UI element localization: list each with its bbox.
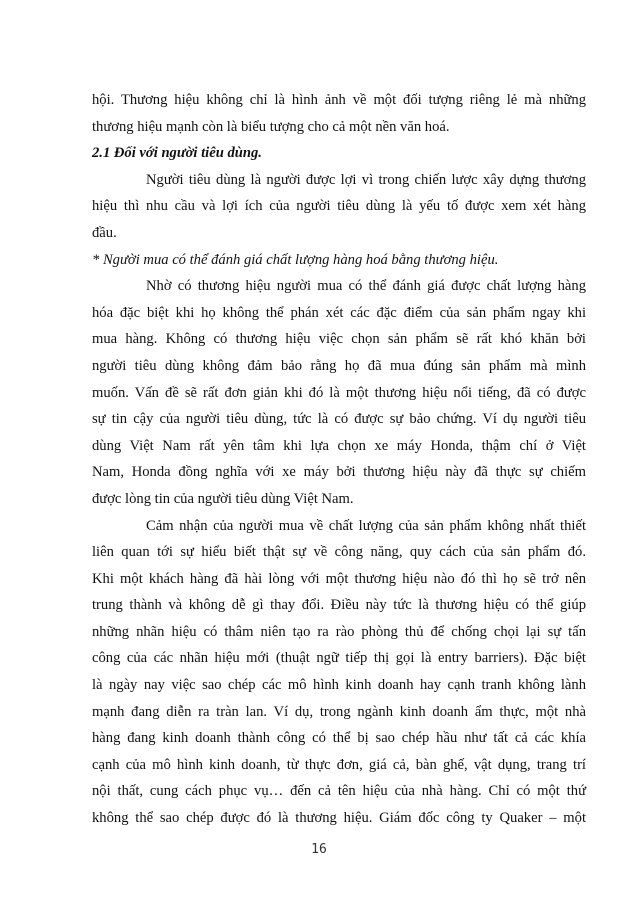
text-line: Cảm nhận của người mua về chất lượng của sản phẩm không nhất thiết xyxy=(146,517,586,534)
text-line: công của các nhãn hiệu mới (thuật ngữ tiếp thị gọi là entry barriers). Đặc biệt xyxy=(92,650,586,667)
text-line: hàng đang kinh doanh thành công có thể bị sao chép hầu như tất cả các khía xyxy=(92,730,586,747)
text-line: Người tiêu dùng là người được lợi vì trong chiến lược xây dựng thương xyxy=(146,171,586,188)
text-line: là ngày nay việc sao chép các mô hình kinh doanh hay cạnh tranh không lành xyxy=(92,677,586,694)
text-line: muốn. Vấn đề sẽ rất đơn giản khi đó là một thương hiệu nổi tiếng, đã có được xyxy=(92,384,586,401)
section-heading: 2.1 Đối với người tiêu dùng. xyxy=(92,145,262,162)
text-line: nội thất, cung cách phục vụ… đến cả tên hiệu của nhà hàng. Chỉ có một thứ xyxy=(92,783,586,800)
text-line: mạnh đang diễn ra tràn lan. Ví dụ, trong ngành kinh doanh ẩm thực, một nhà xyxy=(92,703,586,720)
text-line: sự tin cậy của người tiêu dùng, tức là có được sự bảo chứng. Ví dụ người tiêu xyxy=(92,411,586,428)
text-line: Nam, Honda đồng nghĩa với xe máy bởi thương hiệu này đã thực sự chiếm xyxy=(92,464,586,481)
text-line: không thể sao chép được đó là thương hiệu. Giám đốc công ty Quaker – một xyxy=(92,810,586,827)
text-line: trung thành và không dễ gì thay đổi. Điều này tức là thương hiệu có thể giúp xyxy=(92,597,586,614)
text-line: hóa đặc biệt khi họ không thể phán xét các đặc điểm của sản phẩm ngay khi xyxy=(92,304,586,321)
text-line: những nhãn hiệu có thâm niên tạo ra rào phòng thủ để chống chọi lại sự tấn xyxy=(92,623,586,640)
text-line: Khi một khách hàng đã hài lòng với một thương hiệu nào đó thì họ sẽ trở nên xyxy=(92,570,586,587)
text-line: cạnh của mô hình kinh doanh, từ thực đơn, giá cả, bàn ghế, vật dụng, trang trí xyxy=(92,756,586,773)
text-line: hội. Thương hiệu không chỉ là hình ảnh về một đối tượng riêng lẻ mà những xyxy=(92,92,586,108)
text-line: dùng Việt Nam rất yên tâm khi lựa chọn xe máy Honda, thậm chí ở Việt xyxy=(92,437,586,454)
subsection-heading: * Người mua có thể đánh giá chất lượng hàng hoá bằng thương hiệu. xyxy=(92,251,499,268)
document-body xyxy=(92,87,586,832)
page-number: 16 xyxy=(311,842,327,857)
text-line: Nhờ có thương hiệu người mua có thể đánh giá được chất lượng hàng xyxy=(146,278,586,295)
text-line: hiệu thì nhu cầu và lợi ích của người tiêu dùng là yếu tố được xem xét hàng xyxy=(92,198,586,215)
text-line: thương hiệu mạnh còn là biểu tượng cho cả một nền văn hoá. xyxy=(92,118,450,135)
text-line: đầu. xyxy=(92,224,117,241)
text-line: người tiêu dùng không đảm bảo rằng họ đã mua đúng sản phẩm mà mình xyxy=(92,357,586,374)
text-line: liên quan tới sự hiểu biết thật sự về công năng, quy cách của sản phẩm đó. xyxy=(92,544,586,561)
text-line: mua hàng. Không có thương hiệu việc chọn sản phẩm sẽ rất khó khăn bởi xyxy=(92,331,586,348)
text-line: được lòng tin của người tiêu dùng Việt Nam. xyxy=(92,490,354,507)
